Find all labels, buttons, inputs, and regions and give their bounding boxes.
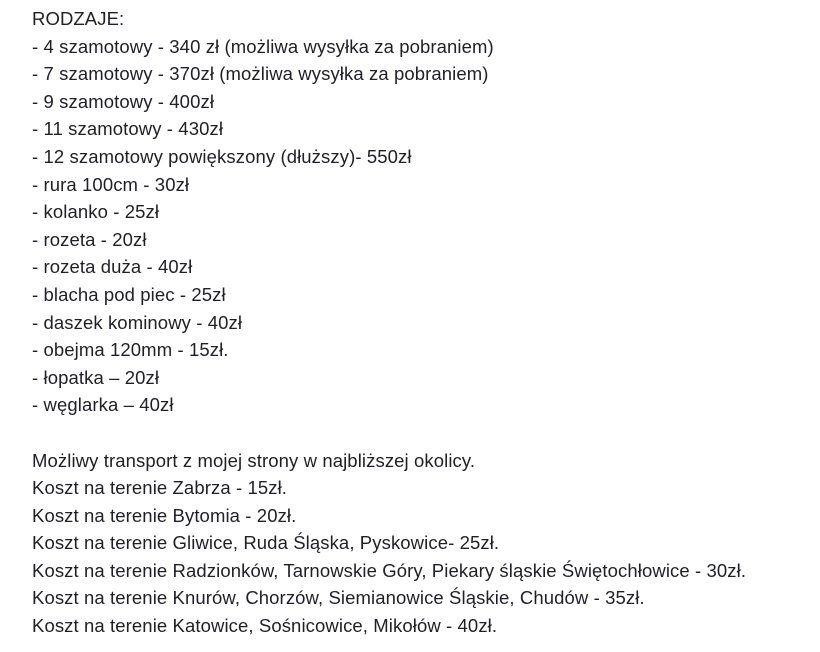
product-item: - 9 szamotowy - 400zł <box>32 90 215 112</box>
product-item: - obejma 120mm - 15zł. <box>32 339 229 361</box>
product-item: - kolanko - 25zł <box>32 201 160 223</box>
product-item: - rozeta duża - 40zł <box>32 256 193 278</box>
transport-cost-item: Koszt na terenie Radzionków, Tarnowskie Góry, Piekary śląskie Świętochłowice - 30zł. <box>32 559 747 581</box>
listing-description <box>32 5 812 640</box>
transport-cost-list <box>32 474 812 640</box>
product-item: - łopatka – 20zł <box>32 366 160 388</box>
product-item: - blacha pod piec - 25zł <box>32 283 226 305</box>
transport-cost-item: Koszt na terenie Knurów, Chorzów, Siemianowice Śląskie, Chudów - 35zł. <box>32 587 645 609</box>
transport-cost-item: Koszt na terenie Bytomia - 20zł. <box>32 504 297 526</box>
product-item: - 11 szamotowy - 430zł <box>32 118 224 140</box>
transport-intro: Możliwy transport z mojej strony w najbliższej okolicy. <box>32 449 476 471</box>
paragraph-spacer <box>32 419 812 447</box>
product-item: - rura 100cm - 30zł <box>32 173 190 195</box>
types-header: RODZAJE: <box>32 8 125 29</box>
product-item: - 7 szamotowy - 370zł (możliwa wysyłka za pobraniem) <box>32 63 489 85</box>
product-item: - 12 szamotowy powiększony (dłuższy)- 550zł <box>32 145 412 167</box>
transport-cost-item: Koszt na terenie Gliwice, Ruda Śląska, Pyskowice- 25zł. <box>32 532 500 554</box>
product-item: - węglarka – 40zł <box>32 394 174 416</box>
transport-cost-item: Koszt na terenie Katowice, Sośnicowice, Mikołów - 40zł. <box>32 615 498 637</box>
product-item: - daszek kominowy - 40zł <box>32 311 243 333</box>
transport-cost-item: Koszt na terenie Zabrza - 15zł. <box>32 477 288 499</box>
product-item: - rozeta - 20zł <box>32 228 147 250</box>
product-list <box>32 33 812 419</box>
product-item: - 4 szamotowy - 340 zł (możliwa wysyłka za pobraniem) <box>32 35 494 57</box>
